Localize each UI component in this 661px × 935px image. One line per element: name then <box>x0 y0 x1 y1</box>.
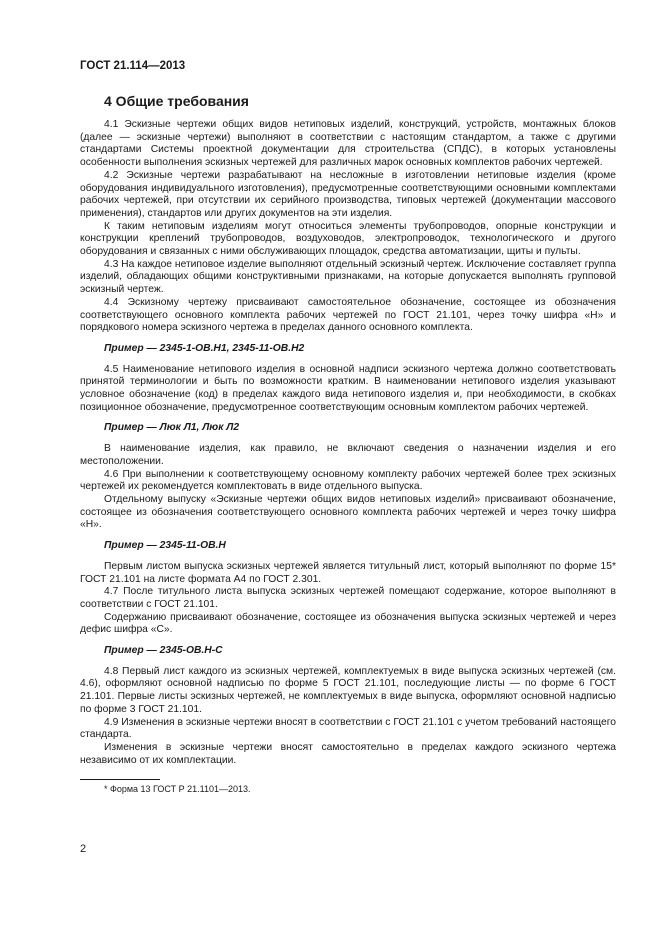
paragraph-4-4: 4.4 Эскизному чертежу присваивают самостоятельное обозначение, состоящее из обозначения соответствующего основного комплекта рабочих чертежей по ГОСТ 21.101, через точку шифра «Н» и порядкового номера эскизного чертежа в пределах данного основного комплекта. <box>80 296 616 334</box>
paragraph-4-8: 4.8 Первый лист каждого из эскизных чертежей, комплектуемых в виде выпуска эскизных чертежей (см. 4.6), оформляют основной надписью по форме 5 ГОСТ 21.101, последующие листы — по форме 6 ГОСТ 21.101. Первые листы эскизных чертежей, не комплектуемых в виде выпуска, оформляют основной надписью по форме 3 ГОСТ 21.101. <box>80 665 616 715</box>
paragraph-4-9-continued: Изменения в эскизные чертежи вносят самостоятельно в пределах каждого эскизного чертежа независимо от их комплектации. <box>80 741 616 766</box>
paragraph-4-3: 4.3 На каждое нетиповое изделие выполняют отдельный эскизный чертеж. Исключение составляет группа изделий, обладающих общими конструктивными признаками, на которые допускается выполнять групповой эскизный чертеж. <box>80 258 616 296</box>
paragraph-4-2: 4.2 Эскизные чертежи разрабатывают на несложные в изготовлении нетиповые изделия (кроме оборудования индивидуального изготовления), предусмотренные соответствующими основными комплектами рабочих чертежей, при отсутствии их серийного производства, типовых чертежей (документации массового применения), стандартов или других документов на эти изделия. <box>80 169 616 219</box>
example-4-4: Пример — 2345-1-ОВ.Н1, 2345-11-ОВ.Н2 <box>104 342 305 354</box>
page-number: 2 <box>80 843 87 855</box>
paragraph-4-6-title-sheet: Первым листом выпуска эскизных чертежей является титульный лист, который выполняют по форме 15* ГОСТ 21.101 на листе формата А4 по ГОСТ 2.301. <box>80 560 616 585</box>
paragraph-4-2-continued: К таким нетиповым изделиям могут относиться элементы трубопроводов, опорные конструкции и конструкции креплений трубопроводов, воздуховодов, электропроводок, технологического и другого оборудования и связанных с ними обслуживающих площадок, средства автоматизации, щиты и пульты. <box>80 220 616 258</box>
paragraph-4-6: 4.6 При выполнении к соответствующему основному комплекту рабочих чертежей более трех эскизных чертежей их рекомендуется комплектовать в виде отдельного выпуска. <box>80 468 616 493</box>
paragraph-4-7: 4.7 После титульного листа выпуска эскизных чертежей помещают содержание, которое выполняют в соответствии с ГОСТ 21.101. <box>80 586 616 610</box>
paragraph-4-5-continued: В наименование изделия, как правило, не включают сведения о назначении изделия и его местоположении. <box>80 443 616 467</box>
footnote-divider <box>80 779 160 780</box>
example-4-6: Пример — 2345-11-ОВ.Н <box>104 540 226 552</box>
document-body <box>80 119 616 767</box>
document-page <box>80 60 616 795</box>
paragraph-4-9: 4.9 Изменения в эскизные чертежи вносят в соответствии с ГОСТ 21.101 с учетом требований настоящего стандарта. <box>80 716 616 741</box>
paragraph-4-6-continued: Отдельному выпуску «Эскизные чертежи общих видов нетиповых изделий» присваивают обозначение, состоящее из обозначения соответствующего основного комплекта рабочих чертежей и через точку шифра «Н». <box>80 493 616 531</box>
paragraph-4-1: 4.1 Эскизные чертежи общих видов нетиповых изделий, конструкций, устройств, монтажных блоков (далее — эскизные чертежи) выполняют в соответствии с настоящим стандартом, а также с другими стандартами Системы проектной документации для строительства (СПДС), в которых установлены особенности выполнения эскизных чертежей для различных марок основных комплектов рабочих чертежей. <box>80 119 616 169</box>
document-header: ГОСТ 21.114—2013 <box>80 60 186 72</box>
paragraph-4-7-continued: Содержанию присваивают обозначение, состоящее из обозначения выпуска эскизных чертежей и через дефис шифра «С». <box>80 611 616 636</box>
example-4-5: Пример — Люк Л1, Люк Л2 <box>104 422 240 434</box>
paragraph-4-5: 4.5 Наименование нетипового изделия в основной надписи эскизного чертежа должно соответствовать принятой терминологии и быть по возможности кратким. В наименовании нетипового изделия указывают условное обозначение (код) в пределах каждого вида нетипового изделия и, при необходимости, в скобках позиционное обозначение, предусмотренное соответствующим основным комплектом рабочих чертежей. <box>80 363 616 413</box>
example-4-7: Пример — 2345-ОВ.Н-С <box>104 645 223 657</box>
footnote: * Форма 13 ГОСТ Р 21.1101—2013. <box>104 784 251 795</box>
section-title: 4 Общие требования <box>104 93 249 109</box>
